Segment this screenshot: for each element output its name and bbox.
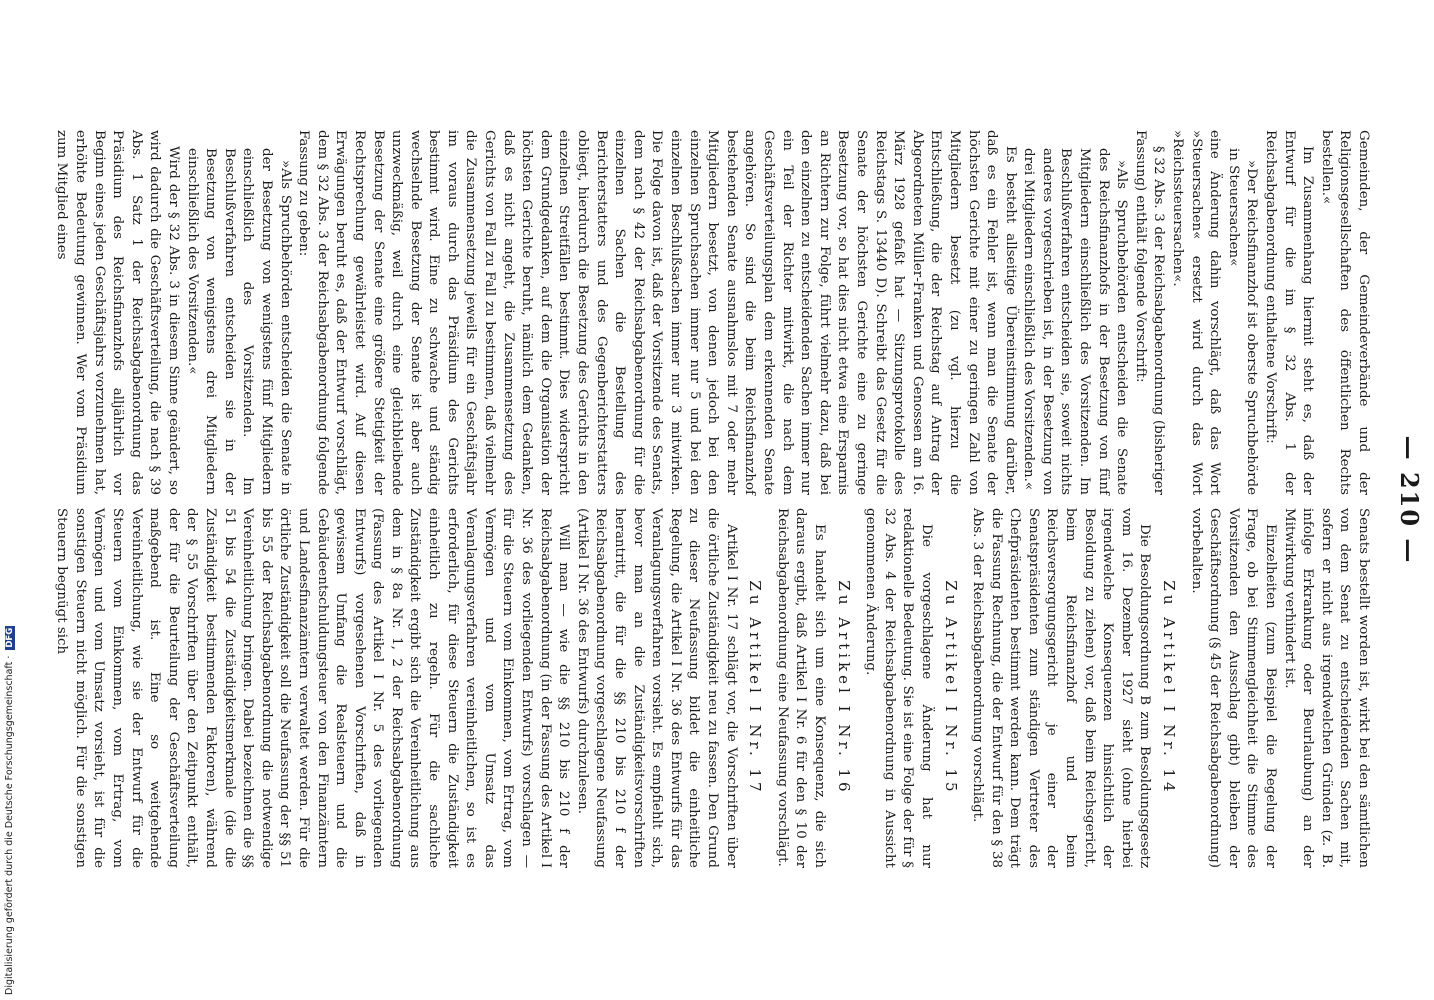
paragraph: Artikel I Nr. 17 schlägt vor, die Vorschriften über die örtliche Zuständigkeit neu zu fassen. Den Grund zu dieser Neufassung bildet die einheitliche Regelung, die Artikel I Nr. 36 des Entwurfs für das Veranlagungsverfahren vorsieht. Es empfiehlt sich, bevor man an die Zuständigkeitsvorschriften herantritt, die für die §§ 210 bis 210 f der Reichsabgabenordnung vorgeschlagene Neufassung (Artikel I Nr. 36 des Entwurfs) durchzulesen. (574, 508, 739, 868)
paragraph: Die vorgeschlagene Änderung hat nur redaktionelle Bedeutung. Sie ist eine Folge der für § 32 Abs. 4 der Reichsabgabenordnung in Aussicht genommenen Änderung. (863, 508, 934, 868)
paragraph: Einzelheiten (zum Beispiel die Regelung der Frage, ob bei Stimmengleichheit die Stimme des Vorsitzenden den Ausschlag gibt) bleiben der Geschäftsordnung (§ 45 der Reichsabgabenordnung) vorbehalten. (1188, 508, 1279, 868)
section-heading-art1-nr16: Zu Artikel I Nr. 16 (834, 580, 853, 796)
page-number: — 210 — (1395, 435, 1424, 565)
paragraph: § 32 Abs. 3 der Reichsabgabenordnung (bisheriger Fassung) enthält folgende Vorschrift: (1132, 130, 1167, 495)
paragraph: Will man — wie die §§ 210 bis 210 f der Reichsabgabenordnung (in der Fassung des Artikel I Nr. 36 des vorliegenden Entwurfs) vorschlagen — für die Steuern vom Einkommen, vom Ertrag, vom Vermögen und vom Umsatz das Veranlagungsverfahren vereinheitlichen, so ist es erforderlich, für diese Steuern die Zuständigkeit einheitlich zu regeln. Für die sachliche Zuständigkeit ergibt sich die Vereinheitlichung aus dem in § 8a Nr. 1, 2 der Reichsabgabenordnung (Fassung des Artikel I Nr. 5 des vorliegenden Entwurfs) vorgesehenen Vorschriften, daß in gewissem Umfang die Realsteuern und die Gebäudeentschuldungsteuer von den Finanzämtern und Landesfinanzämtern verwaltet werden. Für die örtliche Zuständigkeit soll die Neufassung der §§ 51 bis 55 der Reichsabgabenordnung die notwendige Vereinheitlichung bringen. Dabei bezeichnen die §§ 51 bis 54 die Zuständigkeitsmerkmale (die die Zuständigkeit bestimmenden Faktoren), während der § 55 Vorschriften über den Zeitpunkt enthält, der für die Beurteilung der Geschäftsverteilung maßgebend ist. Eine so weitgehende Vereinheitlichung, wie sie der Entwurf für die Steuern vom Einkommen, vom Ertrag, vom Vermögen und vom Umsatz vorsieht, ist für die sonstigen Steuern nicht möglich. Für die sonstigen Steuern begnügt sich (54, 508, 572, 868)
paragraph: Es handelt sich um eine Konsequenz, die sich daraus ergibt, daß Artikel I Nr. 6 für den § 10 der Reichsabgabenordnung eine Neufassung vorschlägt. (774, 508, 827, 868)
paragraph: Es besteht allseitige Übereinstimmung darüber, daß es ein Fehler ist, wenn man die Senate der höchsten Gerichte mit einer zu geringen Zahl von Mitgliedern besetzt (zu vgl. hierzu die Entschließung, die der Reichstag auf Antrag der Abgeordneten Müller-Franken und Genossen am 16. März 1928 gefaßt hat — Sitzungsprotokolle des Reichstags S. 13440 D). Schreibt das Gesetz für die Senate der höchsten Gerichte eine zu geringe Besetzung vor, so hat dies nicht etwa eine Ersparnis an Richtern zur Folge, führt vielmehr dazu, daß bei den einzelnen zu entscheidenden Sachen immer nur ein Teil der Richter mitwirkt, die nach dem Geschäftsverteilungsplan dem erkennenden Senate angehören. So sind die beim Reichsfinanzhof bestehenden Senate ausnahmslos mit 7 oder mehr Mitgliedern besetzt, von denen jedoch bei den einzelnen Spruchsachen immer nur 5 und bei den einzelnen Beschlußsachen immer nur 3 mitwirken. Die Folge davon ist, daß der Vorsitzende des Senats, dem nach § 42 der Reichsabgabenordnung für die einzelnen Sachen die Bestellung des Berichterstatters und des Gegenberichterstatters obliegt, hierdurch die Besetzung des Gerichts in den einzelnen Streitfällen bestimmt. Dies widerspricht dem Grundgedanken, auf dem die Organisation der höchsten Gerichte beruht, nämlich dem Gedanken, daß es nicht angeht, die Zusammensetzung des Gerichts von Fall zu Fall zu bestimmen, daß vielmehr die Zusammensetzung jeweils für ein Geschäftsjahr im voraus durch das Präsidium des Gerichts bestimmt wird. Eine zu schwache und ständig wechselnde Besetzung der Senate ist aber auch unzweckmäßig, weil durch eine gleichbleibende Besetzung der Senate eine größere Stetigkeit der Rechtsprechung gewährleistet wird. Auf diesen Erwägungen beruht es, daß der Entwurf vorschlägt, dem § 32 Abs. 3 der Reichsabgabenordnung folgende Fassung zu geben: (296, 130, 1018, 495)
quote: »Als Spruchbehörden entscheiden die Senate des Reichsfinanzhofs in der Besetzung von fünf Mitgliedern einschließlich des Vorsitzenden. Im Beschlußverfahren entscheiden sie, soweit nichts anderes vorgeschrieben ist, in der Besetzung von drei Mitgliedern einschließlich des Vorsitzenden.« (1021, 148, 1130, 495)
dfg-logo: DFG (5, 627, 15, 648)
paragraph: Gemeinden, der Gemeindeverbände und der Religionsgesellschaften des öffentlichen Rechts bestellen.« (1318, 130, 1371, 495)
paragraph: Senats bestellt worden ist, wirkt bei den sämtlichen von dem Senat zu entscheidenden Sachen mit, sofern er nicht aus irgendwelchen Gründen (z. B. infolge Erkrankung oder Beurlaubung) an der Mitwirkung verhindert ist. (1281, 508, 1371, 868)
section-heading-art1-nr15: Zu Artikel I Nr. 15 (941, 580, 960, 796)
left-column (54, 130, 1372, 495)
section-heading-art1-nr14: Zu Artikel I Nr. 14 (1160, 580, 1179, 796)
paragraph: eine Änderung dahin vorschlägt, daß das Wort »Steuersachen« ersetzt wird durch das Wort »Reichssteuersachen«. (1170, 130, 1223, 495)
paragraph: Die Besoldungsordnung B zum Besoldungsgesetz vom 16. Dezember 1927 sieht (ohne hierbei irgendwelche Konsequenzen hinsichtlich der Besoldung zu ziehen) vor, daß beim Reichsgericht, beim Reichsfinanzhof und beim Reichsversorgungsgericht je einer der Senatspräsidenten zum ständigen Vertreter des Chefpräsidenten bestimmt werden kann. Dem trägt die Fassung Rechnung, die der Entwurf für den § 38 Abs. 3 der Reichsabgabenordnung vorschlägt. (970, 508, 1153, 868)
section-heading-art1-nr17: Zu Artikel I Nr. 17 (746, 580, 765, 796)
digitization-footer (4, 0, 18, 995)
right-column (54, 508, 1372, 868)
paragraph: Im Zusammenhang hiermit steht es, daß der Entwurf für die im § 32 Abs. 1 der Reichsabgabenordnung enthaltene Vorschrift: (1263, 130, 1316, 495)
paragraph: Wird der § 32 Abs. 3 in diesem Sinne geändert, so wird dadurch die Geschäftsverteilung, die nach § 39 Abs. 1 Satz 1 der Reichsabgabenordnung das Präsidium des Reichsfinanzhofs alljährlich vor Beginn eines jeden Geschäftsjahrs vorzunehmen hat, erhöhte Bedeutung gewinnen. Wer vom Präsidium zum Mitglied eines (54, 130, 181, 495)
digitization-note: Digitalisierung gefördert durch die Deutsche Forschungsgemeinschaft · (4, 655, 15, 995)
quote: »Der Reichsfinanzhof ist oberste Spruchbehörde in Steuersachen« (1225, 148, 1260, 495)
rotated-page (54, 0, 1434, 1000)
quote: »Als Spruchbehörden entscheiden die Senate in der Besetzung von wenigstens fünf Mitgliedern einschließlich des Vorsitzenden. Im Beschlußverfahren entscheiden sie in der Besetzung von wenigstens drei Mitgliedern einschließlich des Vorsitzenden.« (184, 148, 293, 495)
